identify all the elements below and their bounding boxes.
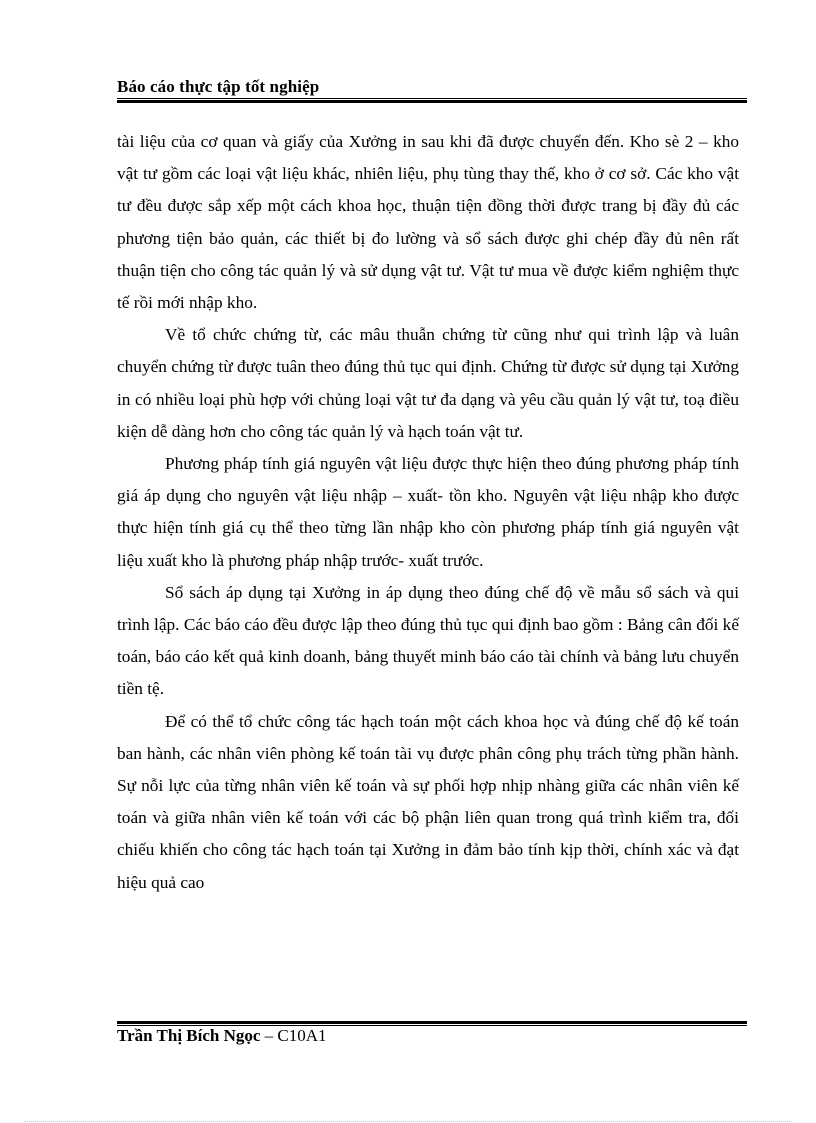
page-bottom-border — [24, 1121, 792, 1122]
paragraph: Phương pháp tính giá nguyên vật liệu được thực hiện theo đúng phương pháp tính giá áp dụng cho nguyên vật liệu nhập – xuất- tồn kho. Nguyên vật liệu nhập kho được thực hiện tính giá cụ thể theo từng lần nhập kho còn phương pháp tính giá nguyên vật liệu xuất kho là phương pháp nhập trước- xuất trước. — [117, 454, 739, 570]
header-rule-thick — [117, 100, 747, 103]
footer-author: Trần Thị Bích Ngọc — [117, 1026, 261, 1045]
footer-class-code: – C10A1 — [260, 1026, 327, 1045]
page-header-title: Báo cáo thực tập tốt nghiệp — [117, 77, 320, 96]
paragraph: tài liệu của cơ quan và giấy của Xưởng in sau khi đã được chuyển đến. Kho sè 2 – kho vật tư gồm các loại vật liệu khác, nhiên liệu, phụ tùng thay thế, kho ở cơ sở. Các kho vật tư đều được sắp xếp một cách khoa học, thuận tiện đồng thời được trang bị đầy đủ các phương tiện bảo quản, các thiết bị đo lường và sổ sách được ghi chép đầy đủ nên rất thuận tiện cho công tác quản lý và sử dụng vật tư. Vật tư mua về được kiểm nghiệm thực tế rồi mới nhập kho. — [117, 132, 739, 313]
body-text — [117, 126, 739, 899]
footer-rule-thick — [117, 1021, 747, 1024]
header-rule-thin — [117, 98, 747, 99]
paragraph: Để có thể tổ chức công tác hạch toán một cách khoa học và đúng chế độ kế toán ban hành, các nhân viên phòng kế toán tài vụ được phân công phụ trách từng phần hành. Sự nỗi lực của từng nhân viên kế toán và sự phối hợp nhịp nhàng giữa các nhân viên kế toán và giữa nhân viên kế toán với các bộ phận liên quan trong quá trình kiểm tra, đối chiếu khiến cho công tác hạch toán tại Xưởng in đảm bảo tính kịp thời, chính xác và đạt hiệu quả cao — [117, 711, 739, 892]
paragraph: Sổ sách áp dụng tại Xưởng in áp dụng theo đúng chế độ về mẫu sổ sách và qui trình lập. Các báo cáo đều được lập theo đúng thủ tục qui định bao gồm : Bảng cân đối kế toán, báo cáo kết quả kinh doanh, bảng thuyết minh báo cáo tài chính và bảng lưu chuyển tiền tệ. — [117, 582, 739, 699]
page-footer — [117, 1026, 327, 1046]
paragraph: Về tổ chức chứng từ, các mâu thuẫn chứng từ cũng như qui trình lập và luân chuyển chứng từ được tuân theo đúng thủ tục qui định. Chứng từ được sử dụng tại Xưởng in có nhiều loại phù hợp với chủng loại vật tư đa dạng và yêu cầu quản lý vật tư, toạ điều kiện dễ dàng hơn cho công tác quản lý và hạch toán vật tư. — [117, 325, 739, 441]
